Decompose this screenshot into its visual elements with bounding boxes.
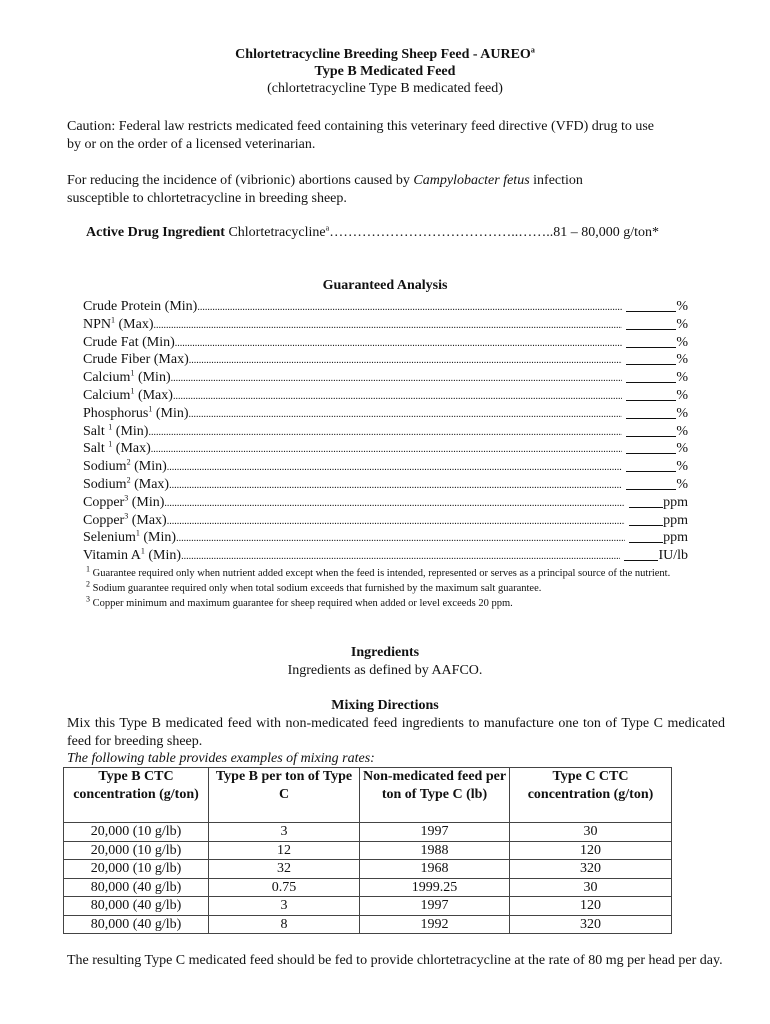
dot-leader xyxy=(167,512,625,530)
footnote-marker: 1 xyxy=(111,315,116,325)
table-cell: 1988 xyxy=(360,841,510,860)
table-cell: 120 xyxy=(510,897,672,916)
footnote-marker: 1 xyxy=(108,421,113,431)
mixing-rates-table xyxy=(63,767,672,934)
analysis-row xyxy=(83,494,688,512)
nutrient-label: Copper$^3$ (Max) xyxy=(83,510,167,528)
footnote-marker: 3 xyxy=(124,493,129,503)
dot-leader xyxy=(154,316,623,334)
table-cell: 80,000 (40 g/lb) xyxy=(64,878,209,897)
document-subtitle: Type B Medicated Feed xyxy=(314,64,456,79)
dot-leader xyxy=(148,423,622,441)
value-blank-field[interactable] xyxy=(629,529,663,543)
dot-leader: …………………………………..…….. xyxy=(329,225,554,240)
table-row xyxy=(64,860,672,879)
analysis-row xyxy=(83,405,688,423)
table-cell: 32 xyxy=(209,860,360,879)
dot-leader xyxy=(151,440,623,458)
unit-label: ppm xyxy=(663,512,688,528)
nutrient-label: Crude Fiber (Max) xyxy=(83,352,189,368)
table-row xyxy=(64,823,672,842)
value-blank-field[interactable] xyxy=(624,547,658,561)
analysis-row xyxy=(83,529,688,547)
dot-leader xyxy=(171,369,623,387)
unit-label: % xyxy=(676,441,688,457)
indication-line-2: susceptible to chlortetracycline in breeding sheep. xyxy=(67,191,347,206)
value-blank-field[interactable] xyxy=(629,494,663,508)
table-cell: 12 xyxy=(209,841,360,860)
ingredient-footnote-marker: a xyxy=(325,223,330,233)
footnotes xyxy=(86,566,696,611)
table-cell: 8 xyxy=(209,915,360,934)
unit-label: % xyxy=(676,405,688,421)
value-blank-field[interactable] xyxy=(626,316,676,330)
value-blank-field[interactable] xyxy=(626,423,676,437)
nutrient-label: Calcium$^1$ (Min) xyxy=(83,368,171,386)
nutrient-label: Calcium$^1$ (Max) xyxy=(83,386,173,403)
nutrient-label: Sodium$^2$ (Max) xyxy=(83,475,170,492)
footnote: $^2$ Sodium guarantee required only when total sodium exceeds that furnished by the maximum salt guarantee. xyxy=(86,579,542,594)
footnote: $^3$ Copper minimum and maximum guarantee for sheep required when added or level exceeds 20 ppm. xyxy=(86,594,513,609)
mixing-directions-text: Mix this Type B medicated feed with non-medicated feed ingredients to manufacture one ton of Type C medicated feed for breeding sheep. xyxy=(67,716,725,749)
analysis-row xyxy=(83,334,688,352)
nutrient-label: Crude Fat (Min) xyxy=(83,334,175,350)
footnote-marker: 1 xyxy=(148,404,153,414)
document-title: Chlortetracycline Breeding Sheep Feed - AUREO$^a$ xyxy=(235,45,535,62)
table-cell: 3 xyxy=(209,897,360,916)
table-cell: 1999.25 xyxy=(360,878,510,897)
ingredients-heading: Ingredients xyxy=(350,645,420,660)
dot-leader xyxy=(164,494,625,512)
footnote-marker: 1 xyxy=(140,546,145,556)
table-cell: 20,000 (10 g/lb) xyxy=(64,860,209,879)
active-ingredient-value: 81 – 80,000 g/ton* xyxy=(553,225,659,240)
table-row xyxy=(64,841,672,860)
nutrient-label: Sodium$^2$ (Min) xyxy=(83,457,167,475)
active-ingredient-name: Chlortetracycline xyxy=(224,225,326,240)
table-cell: 320 xyxy=(510,860,672,879)
column-header: Type B CTC concentration (g/ton) xyxy=(64,768,209,823)
dot-leader xyxy=(175,334,623,352)
unit-label: % xyxy=(676,316,688,332)
nutrient-label: NPN$^1$ (Max) xyxy=(83,315,154,332)
analysis-row xyxy=(83,387,688,405)
analysis-row xyxy=(83,476,688,494)
unit-label: IU/lb xyxy=(658,548,688,564)
unit-label: % xyxy=(676,352,688,368)
value-blank-field[interactable] xyxy=(626,387,676,401)
value-blank-field[interactable] xyxy=(626,458,676,472)
column-header: Type C CTC concentration (g/ton) xyxy=(510,768,672,823)
unit-label: % xyxy=(676,299,688,314)
dot-leader xyxy=(197,298,622,316)
document-header xyxy=(0,46,770,97)
table-cell: 30 xyxy=(510,823,672,842)
guaranteed-analysis-heading: Guaranteed Analysis xyxy=(322,278,448,293)
table-cell: 80,000 (40 g/lb) xyxy=(64,915,209,934)
unit-label: % xyxy=(676,334,688,350)
table-cell: 320 xyxy=(510,915,672,934)
nutrient-label: Salt $^1$ (Max) xyxy=(83,439,151,457)
dot-leader xyxy=(189,351,623,369)
table-cell: 1997 xyxy=(360,897,510,916)
analysis-row xyxy=(83,369,688,387)
unit-label: % xyxy=(676,387,688,403)
caution-line-2: by or on the order of a licensed veterinarian. xyxy=(67,137,316,152)
unit-label: % xyxy=(676,476,688,492)
analysis-row xyxy=(83,351,688,369)
table-cell: 1997 xyxy=(360,823,510,842)
dot-leader xyxy=(189,405,623,423)
caution-line-1: Caution: Federal law restricts medicated feed containing this veterinary feed directive (VFD) drug to use xyxy=(67,119,655,134)
nutrient-label: Salt $^1$ (Min) xyxy=(83,421,149,439)
analysis-row xyxy=(83,512,688,530)
table-row xyxy=(64,897,672,916)
mixing-table-intro: The following table provides examples of mixing rates: xyxy=(67,751,375,766)
title-footnote-marker: a xyxy=(530,45,535,55)
analysis-row xyxy=(83,298,688,316)
guaranteed-analysis-list xyxy=(83,298,688,565)
analysis-row xyxy=(83,440,688,458)
table-cell: 20,000 (10 g/lb) xyxy=(64,823,209,842)
dot-leader xyxy=(169,476,622,494)
caution-statement xyxy=(67,118,727,154)
table-cell: 120 xyxy=(510,841,672,860)
nutrient-label: Vitamin $A^1$ (Min) xyxy=(83,546,182,564)
value-blank-field[interactable] xyxy=(629,512,663,526)
ingredients-text: Ingredients as defined by AAFCO. xyxy=(287,663,483,678)
active-drug-ingredient xyxy=(86,225,706,241)
indication-statement xyxy=(67,172,727,208)
unit-label: % xyxy=(676,370,688,386)
table-row xyxy=(64,915,672,934)
table-cell: 80,000 (40 g/lb) xyxy=(64,897,209,916)
table-header-row xyxy=(64,768,672,823)
nutrient-label: Crude Protein (Min) xyxy=(83,299,198,314)
footnote-marker: 2 xyxy=(126,457,131,467)
unit-label: ppm xyxy=(663,530,688,546)
unit-label: % xyxy=(676,459,688,475)
analysis-row xyxy=(83,458,688,476)
footnote-number: 1 xyxy=(86,564,90,574)
analysis-row xyxy=(83,547,688,565)
value-blank-field[interactable] xyxy=(626,369,676,383)
footnote-marker: 1 xyxy=(135,528,140,538)
table-cell: 20,000 (10 g/lb) xyxy=(64,841,209,860)
table-row xyxy=(64,878,672,897)
document-description: (chlortetracycline Type B medicated feed) xyxy=(267,81,503,96)
nutrient-label: Selenium$^1$ (Min) xyxy=(83,528,177,546)
value-blank-field[interactable] xyxy=(626,334,676,348)
organism-name: Campylobacter fetus xyxy=(413,173,530,188)
value-blank-field[interactable] xyxy=(626,298,676,312)
footnote-number: 2 xyxy=(86,579,90,589)
dot-leader xyxy=(167,458,623,476)
dot-leader xyxy=(173,387,622,405)
analysis-row xyxy=(83,423,688,441)
value-blank-field[interactable] xyxy=(626,405,676,419)
active-ingredient-label: Active Drug Ingredient xyxy=(86,225,225,240)
table-cell: 30 xyxy=(510,878,672,897)
indication-line-1: For reducing the incidence of (vibrionic) abortions caused by Campylobacter fetus infection xyxy=(67,173,583,188)
nutrient-label: Copper$^3$ (Min) xyxy=(83,493,165,510)
table-cell: 3 xyxy=(209,823,360,842)
value-blank-field[interactable] xyxy=(626,351,676,365)
footnote-marker: 1 xyxy=(108,439,113,449)
column-header: Non-medicated feed per ton of Type C (lb) xyxy=(360,768,510,823)
table-cell: 0.75 xyxy=(209,878,360,897)
mixing-directions-heading: Mixing Directions xyxy=(331,698,439,713)
closing-statement: The resulting Type C medicated feed should be fed to provide chlortetracycline at the rate of 80 mg per head per day. xyxy=(67,953,723,968)
table-cell: 1992 xyxy=(360,915,510,934)
footnote-marker: 2 xyxy=(126,475,131,485)
unit-label: % xyxy=(676,423,688,439)
nutrient-label: Phosphorus$^1$ (Min) xyxy=(83,404,189,421)
value-blank-field[interactable] xyxy=(626,476,676,490)
dot-leader xyxy=(176,529,625,547)
dot-leader xyxy=(181,547,620,565)
footnote-marker: 3 xyxy=(124,510,129,520)
footnote: $^1$ Guarantee required only when nutrient added except when the feed is intended, represented or serves as a principal source of the nutrient. xyxy=(86,564,671,579)
value-blank-field[interactable] xyxy=(626,440,676,454)
footnote-marker: 1 xyxy=(130,368,135,378)
footnote-number: 3 xyxy=(86,594,90,604)
footnote-marker: 1 xyxy=(130,386,135,396)
column-header: Type B per ton of Type C xyxy=(209,768,360,823)
unit-label: ppm xyxy=(663,494,688,510)
analysis-row xyxy=(83,316,688,334)
table-cell: 1968 xyxy=(360,860,510,879)
